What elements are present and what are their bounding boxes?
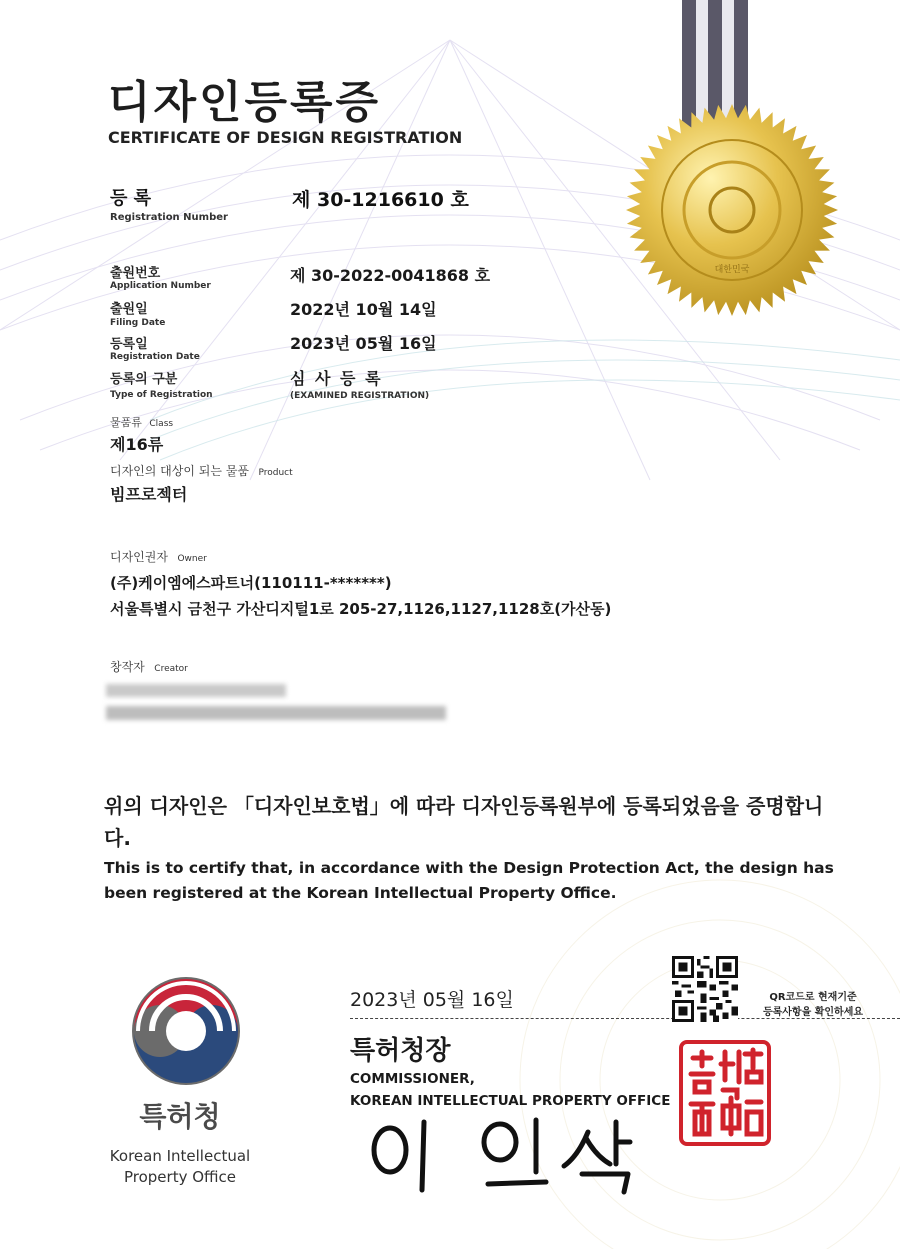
application-number-value: 제 30-2022-0041868 호 — [290, 266, 491, 285]
qr-instruction-line1: QR코드로 현재기준 — [769, 992, 857, 1003]
redacted-creator-name — [106, 684, 286, 697]
creator-label-en: Creator — [154, 664, 188, 674]
creator-label-ko: 창작자 — [110, 660, 145, 674]
agency-name-english: Korean Intellectual Property Office — [109, 1147, 251, 1186]
product-label — [110, 462, 293, 479]
certification-statement-korean: 위의 디자인은 「디자인보호법」에 따라 디자인등록원부에 등록되었음을 증명합니다. — [104, 794, 824, 850]
kipo-logo-icon — [130, 975, 242, 1087]
commissioner-title-english — [350, 1068, 670, 1112]
filing-date-value: 2022년 10월 14일 — [290, 300, 437, 319]
qr-instruction — [738, 990, 888, 1020]
registration-date-value: 2023년 05월 16일 — [290, 334, 437, 353]
certification-statement-english: This is to certify that, in accordance with the Design Protection Act, the design has been registered at the Korean Intellectual Property Office. — [104, 859, 834, 902]
registration-type-value: 심 사 등 록 — [290, 369, 383, 388]
registration-type-label: 등록의 구분 — [110, 372, 178, 387]
class-value: 제16류 — [110, 435, 164, 454]
redacted-creator-address — [106, 706, 446, 720]
owner-address: 서울특별시 금천구 가산디지털1로 205-27,1126,1127,1128호(가산동) — [110, 600, 612, 618]
commissioner-title-line1: COMMISSIONER, — [350, 1071, 475, 1087]
owner-label-en: Owner — [177, 554, 207, 564]
commissioner-title-korean: 특허청장 — [350, 1036, 451, 1066]
commissioner-title-line2: KOREAN INTELLECTUAL PROPERTY OFFICE — [350, 1093, 671, 1109]
registration-number-value: 제 30-1216610 호 — [292, 189, 469, 211]
certificate-title-korean: 디자인등록증 — [108, 77, 382, 128]
class-label-ko: 물품류 — [110, 416, 142, 429]
class-label-en: Class — [149, 419, 174, 429]
handwritten-signature — [360, 1112, 650, 1202]
issue-date: 2023년 05월 16일 — [350, 989, 514, 1011]
class-label — [110, 414, 173, 430]
creator-label — [110, 658, 188, 675]
seal-caption: 대한민국 — [714, 265, 750, 275]
certificate-title-english: CERTIFICATE OF DESIGN REGISTRATION — [108, 128, 463, 147]
application-number-label: 출원번호 — [110, 266, 161, 281]
registration-number-label-en: Registration Number — [110, 212, 228, 223]
official-red-stamp — [677, 1038, 773, 1148]
owner-label — [110, 548, 207, 565]
qr-instruction-line2: 등록사항을 확인하세요 — [762, 1007, 864, 1018]
registration-date-label: 등록일 — [110, 337, 148, 352]
registration-number-label: 등 록 — [110, 188, 152, 209]
registration-type-value-en: (EXAMINED REGISTRATION) — [290, 391, 430, 401]
agency-name-korean: 특허청 — [139, 1100, 221, 1133]
owner-label-ko: 디자인권자 — [110, 550, 168, 564]
owner-name: (주)케이엠에스파트너(110111-*******) — [110, 574, 392, 592]
registration-type-label-en: Type of Registration — [110, 390, 213, 400]
product-label-en: Product — [258, 468, 293, 478]
product-label-ko: 디자인의 대상이 되는 물품 — [110, 464, 249, 478]
registration-date-label-en: Registration Date — [110, 352, 200, 362]
product-value: 빔프로젝터 — [110, 485, 188, 504]
filing-date-label: 출원일 — [110, 302, 148, 317]
application-number-label-en: Application Number — [110, 281, 211, 291]
qr-code[interactable] — [672, 956, 738, 1022]
filing-date-label-en: Filing Date — [110, 318, 166, 328]
gold-seal — [622, 100, 842, 320]
